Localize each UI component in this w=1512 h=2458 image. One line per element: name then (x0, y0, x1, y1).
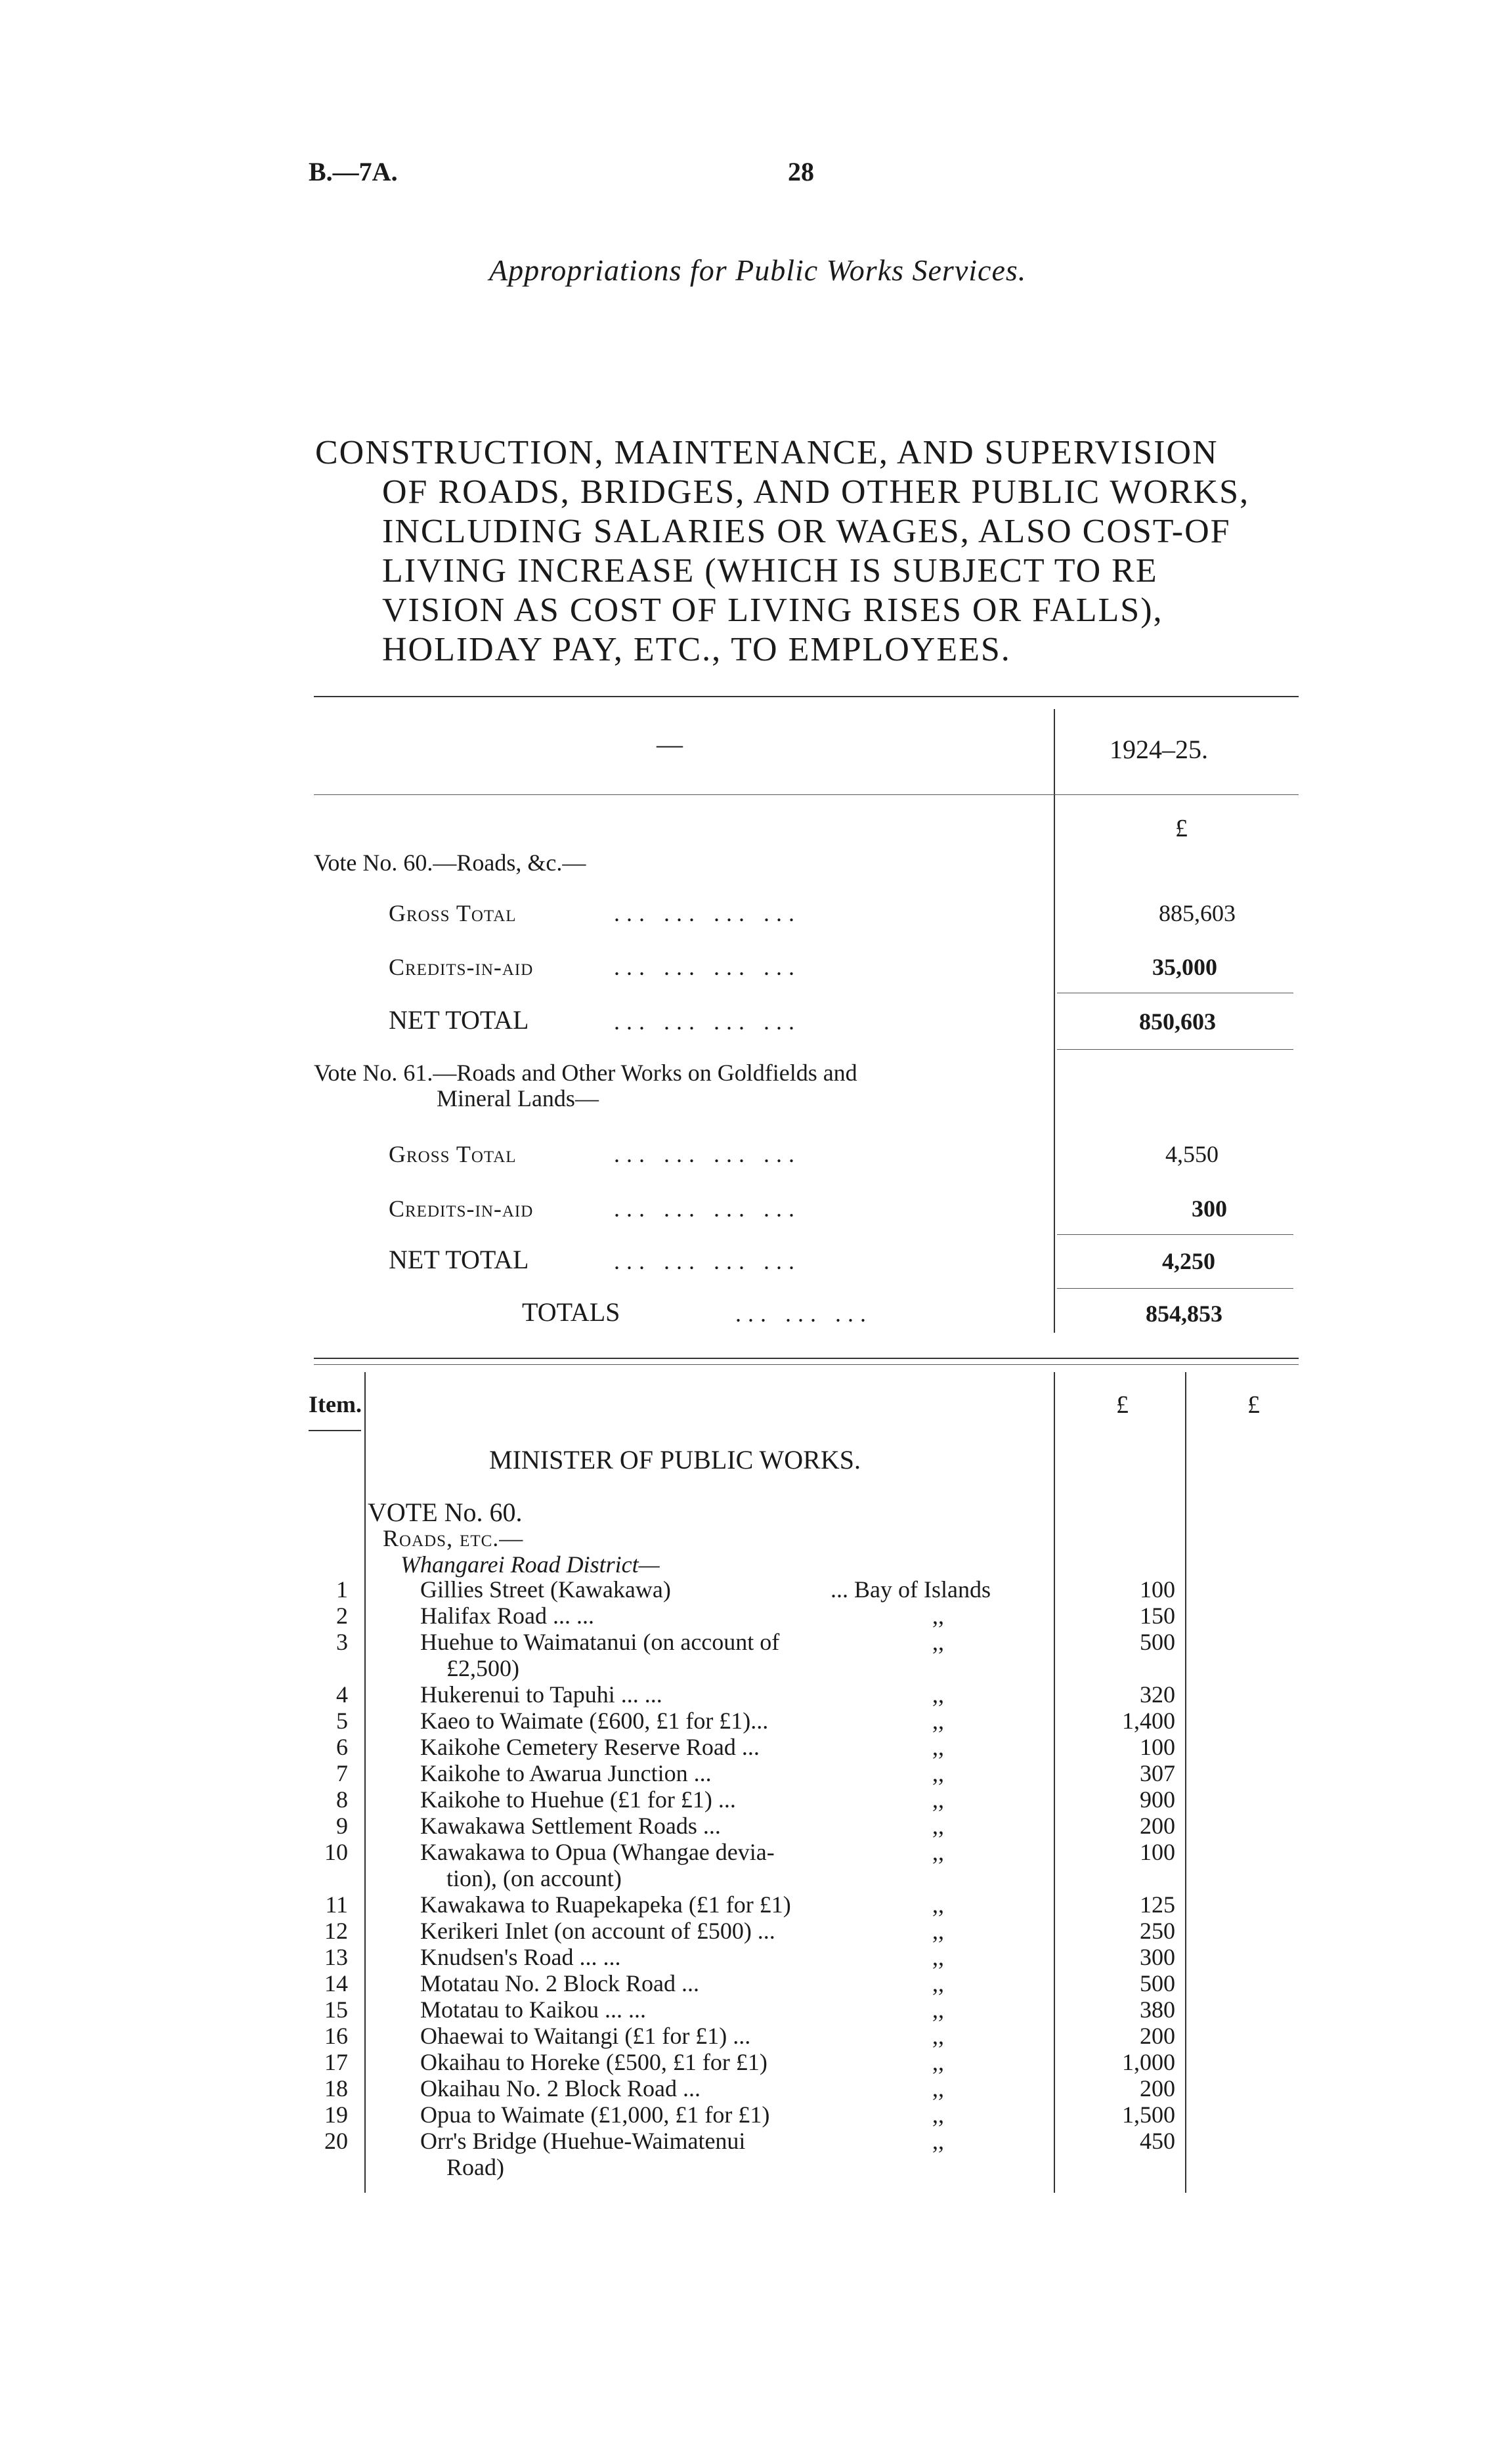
item-description-cont: tion), (on account) (446, 1865, 622, 1891)
item-number: 17 (324, 2049, 348, 2075)
gross-total-label: Gross Total (389, 1141, 517, 1167)
divider (1057, 1049, 1293, 1050)
currency-symbol: £ (1175, 815, 1188, 842)
credits-in-aid-value: 300 (1192, 1196, 1227, 1222)
item-number: 10 (324, 1839, 348, 1865)
vote-60-label: Vote No. 60.—Roads, &c.— (314, 850, 586, 876)
item-district: ,, (932, 1813, 944, 1839)
divider (314, 1358, 1299, 1359)
item-amount: 100 (1140, 1839, 1175, 1865)
item-description: Kaikohe to Huehue (£1 for £1) ... (420, 1786, 736, 1813)
credits-in-aid-value: 35,000 (1152, 954, 1217, 980)
item-amount: 320 (1140, 1681, 1175, 1708)
divider (314, 696, 1299, 697)
item-amount: 100 (1140, 1576, 1175, 1603)
leader-dots: ... ... ... ... (614, 1008, 801, 1035)
item-district: ... Bay of Islands (831, 1576, 991, 1603)
leader-dots: ... ... ... ... (614, 954, 801, 980)
item-district: ,, (932, 1839, 944, 1865)
item-number: 2 (336, 1603, 348, 1629)
item-description: Okaihau to Horeke (£500, £1 for £1) (420, 2049, 767, 2075)
item-amount: 500 (1140, 1970, 1175, 1996)
item-amount: 200 (1140, 2023, 1175, 2049)
item-description: Halifax Road ... ... (420, 1603, 594, 1629)
net-total-value: 4,250 (1162, 1248, 1215, 1274)
item-number: 3 (336, 1629, 348, 1655)
item-description: Kerikeri Inlet (on account of £500) ... (420, 1918, 775, 1944)
item-district: ,, (932, 1918, 944, 1944)
item-column-header: Item. (309, 1391, 362, 1417)
item-number: 18 (324, 2075, 348, 2102)
gross-total-value: 885,603 (1159, 900, 1236, 926)
item-description: Motatau No. 2 Block Road ... (420, 1970, 699, 1996)
item-district: ,, (932, 1681, 944, 1708)
item-number: 12 (324, 1918, 348, 1944)
item-description: Kawakawa Settlement Roads ... (420, 1813, 721, 1839)
item-district: ,, (932, 1734, 944, 1760)
item-district: ,, (932, 1970, 944, 1996)
item-amount: 500 (1140, 1629, 1175, 1655)
amount-column-header: £ (1116, 1391, 1129, 1419)
item-number: 14 (324, 1970, 348, 1996)
credits-in-aid-label: Credits-in-aid (389, 1196, 534, 1222)
total-column-header: £ (1247, 1391, 1260, 1419)
page-number: 28 (788, 157, 814, 186)
year-header: 1924–25. (1110, 735, 1208, 764)
item-number: 19 (324, 2102, 348, 2128)
totals-value: 854,853 (1146, 1301, 1222, 1327)
item-amount: 300 (1140, 1944, 1175, 1970)
section-title: MINISTER OF PUBLIC WORKS. (489, 1445, 861, 1475)
item-number: 8 (336, 1786, 348, 1813)
item-number: 4 (336, 1681, 348, 1708)
net-total-value: 850,603 (1139, 1008, 1216, 1035)
item-description: Orr's Bridge (Huehue-Waimatenui (420, 2128, 746, 2154)
divider (314, 1364, 1299, 1365)
item-number: 9 (336, 1813, 348, 1839)
item-description: Knudsen's Road ... ... (420, 1944, 621, 1970)
district-label: Whangarei Road District— (400, 1551, 660, 1578)
item-district: ,, (932, 2128, 944, 2154)
leader-dots: ... ... ... ... (614, 1248, 801, 1274)
item-description: Ohaewai to Waitangi (£1 for £1) ... (420, 2023, 751, 2049)
item-district: ,, (932, 1891, 944, 1918)
roads-label: Roads, etc.— (383, 1525, 524, 1551)
item-amount: 150 (1140, 1603, 1175, 1629)
item-number: 1 (336, 1576, 348, 1603)
leader-dots: ... ... ... (735, 1301, 873, 1327)
vote-61-label-cont: Mineral Lands— (437, 1085, 599, 1111)
item-description: Kaeo to Waimate (£600, £1 for £1)... (420, 1708, 769, 1734)
divider (1185, 1372, 1186, 2193)
item-amount: 200 (1140, 1813, 1175, 1839)
item-number: 15 (324, 1996, 348, 2023)
document-code: B.—7A. (309, 157, 398, 186)
item-number: 20 (324, 2128, 348, 2154)
item-amount: 200 (1140, 2075, 1175, 2102)
vote-61-label: Vote No. 61.—Roads and Other Works on Goldfields and (314, 1060, 857, 1086)
divider (364, 1372, 366, 2193)
divider (1057, 1288, 1293, 1289)
leader-dots: ... ... ... ... (614, 1141, 801, 1167)
totals-label: TOTALS (522, 1297, 620, 1327)
item-district: ,, (932, 2023, 944, 2049)
item-description: Okaihau No. 2 Block Road ... (420, 2075, 701, 2102)
page-title: Appropriations for Public Works Services. (489, 253, 1027, 287)
credits-in-aid-label: Credits-in-aid (389, 954, 534, 980)
item-amount: 125 (1140, 1891, 1175, 1918)
item-amount: 307 (1140, 1760, 1175, 1786)
item-district: ,, (932, 1629, 944, 1655)
item-district: ,, (932, 1603, 944, 1629)
heading-line: CONSTRUCTION, MAINTENANCE, AND SUPERVISION (315, 434, 1219, 471)
heading-line: OF ROADS, BRIDGES, AND OTHER PUBLIC WORKS, (382, 473, 1250, 511)
divider (1057, 1234, 1293, 1235)
item-description: Motatau to Kaikou ... ... (420, 1996, 646, 2023)
item-description: Kaikohe to Awarua Junction ... (420, 1760, 712, 1786)
item-number: 11 (325, 1891, 348, 1918)
gross-total-label: Gross Total (389, 900, 517, 926)
item-number: 5 (336, 1708, 348, 1734)
item-amount: 900 (1140, 1786, 1175, 1813)
item-district: ,, (932, 1944, 944, 1970)
item-number: 16 (324, 2023, 348, 2049)
item-description: Gillies Street (Kawakawa) (420, 1576, 671, 1603)
item-description: Opua to Waimate (£1,000, £1 for £1) (420, 2102, 770, 2128)
item-number: 6 (336, 1734, 348, 1760)
gross-total-value: 4,550 (1165, 1141, 1219, 1167)
item-description-cont: Road) (446, 2154, 504, 2180)
item-amount: 380 (1140, 1996, 1175, 2023)
item-number: 7 (336, 1760, 348, 1786)
item-description-cont: £2,500) (446, 1655, 519, 1681)
item-description: Kawakawa to Ruapekapeka (£1 for £1) (420, 1891, 791, 1918)
item-number: 13 (324, 1944, 348, 1970)
column-dash: — (657, 729, 683, 759)
heading-line: LIVING INCREASE (WHICH IS SUBJECT TO RE (382, 552, 1158, 590)
item-amount: 100 (1140, 1734, 1175, 1760)
divider (309, 1430, 361, 1431)
divider (1054, 1372, 1055, 2193)
item-district: ,, (932, 2049, 944, 2075)
item-amount: 450 (1140, 2128, 1175, 2154)
leader-dots: ... ... ... ... (614, 900, 801, 926)
item-district: ,, (932, 1708, 944, 1734)
divider (314, 794, 1299, 795)
item-description: Kaikohe Cemetery Reserve Road ... (420, 1734, 760, 1760)
leader-dots: ... ... ... ... (614, 1196, 801, 1222)
item-district: ,, (932, 2075, 944, 2102)
heading-line: VISION AS COST OF LIVING RISES OR FALLS), (382, 592, 1163, 629)
heading-line: HOLIDAY PAY, ETC., TO EMPLOYEES. (382, 631, 1011, 668)
item-district: ,, (932, 1760, 944, 1786)
item-description: Kawakawa to Opua (Whangae devia- (420, 1839, 775, 1865)
divider (1054, 709, 1055, 1333)
item-district: ,, (932, 1996, 944, 2023)
item-amount: 250 (1140, 1918, 1175, 1944)
item-description: Hukerenui to Tapuhi ... ... (420, 1681, 662, 1708)
item-district: ,, (932, 2102, 944, 2128)
item-district: ,, (932, 1786, 944, 1813)
net-total-label: NET TOTAL (389, 1245, 529, 1274)
item-amount: 1,400 (1122, 1708, 1175, 1734)
heading-line: INCLUDING SALARIES OR WAGES, ALSO COST-OF (382, 513, 1231, 550)
item-description: Huehue to Waimatanui (on account of (420, 1629, 780, 1655)
item-amount: 1,500 (1122, 2102, 1175, 2128)
item-amount: 1,000 (1122, 2049, 1175, 2075)
vote-label: VOTE No. 60. (368, 1498, 523, 1527)
net-total-label: NET TOTAL (389, 1005, 529, 1035)
